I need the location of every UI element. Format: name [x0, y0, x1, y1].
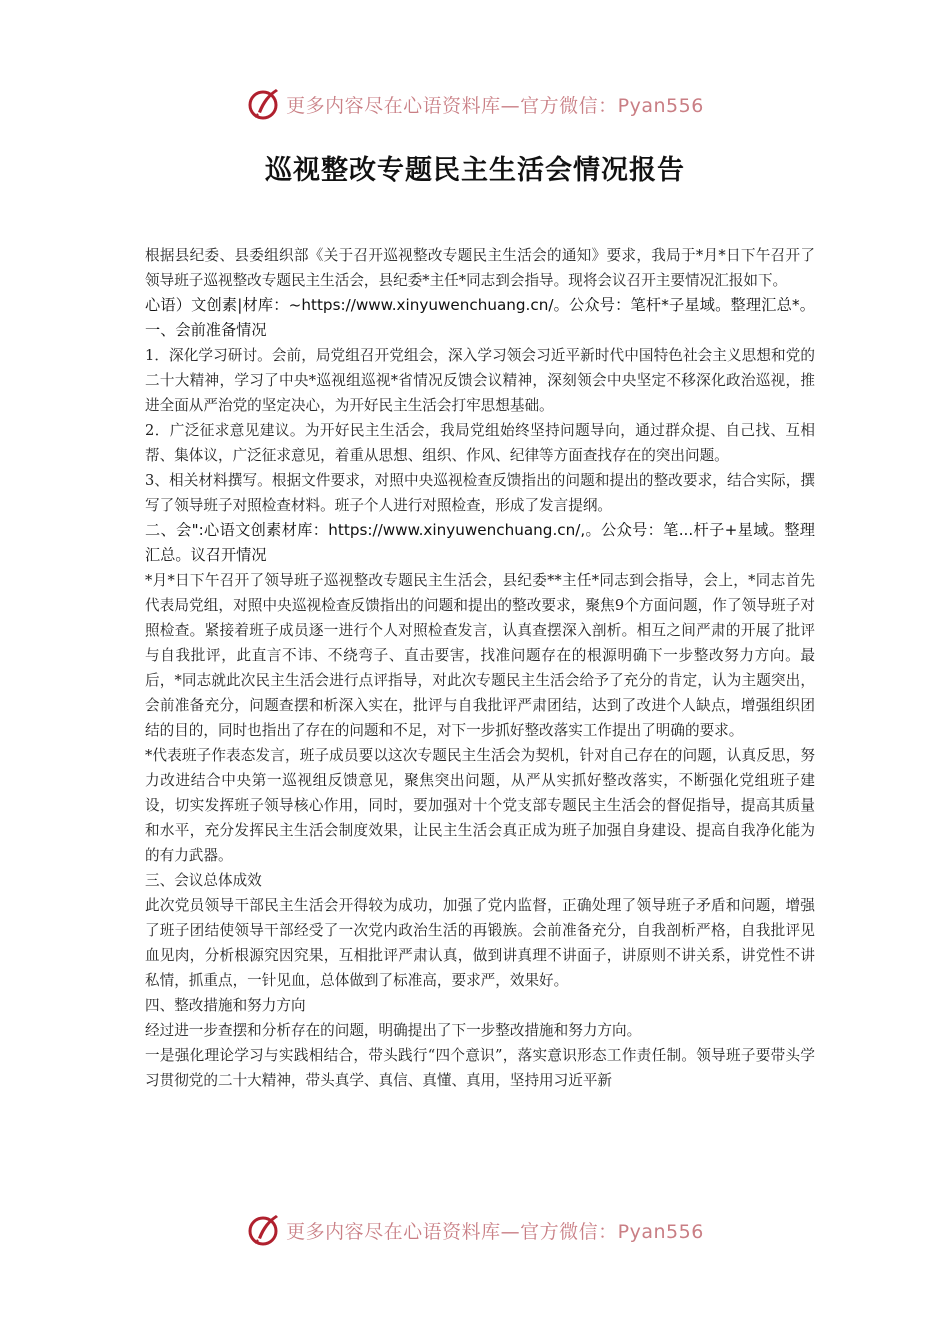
paragraph-statement: *代表班子作表态发言，班子成员要以这次专题民主生活会为契机，针对自己存在的问题，认真反思，努力改进结合中央第一巡视组反馈意见，聚焦突出问题，从严从实抓好整改落实，不断强化党组班子建设，切实发挥班子领导核心作用，同时，要加强对十个党支部专题民主生活会的督促指导，提高其质量和水平，充分发挥民主生活会制度效果，让民主生活会真正成为班子加强自身建设、提高自我净化能为的有力武器。 — [145, 747, 815, 864]
paragraph-opinions: 2．广泛征求意见建议。为开好民主生活会，我局党组始终坚持问题导向，通过群众提、自己找、互相帮、集体议，广泛征求意见，着重从思想、组织、作风、纪律等方面查找存在的突出问题。 — [145, 422, 815, 464]
document-title: 巡视整改专题民主生活会情况报告 — [265, 155, 685, 186]
section-heading-results: 三、会议总体成效 — [145, 872, 262, 889]
banner-text: 更多内容尽在心语资料库—官方微信：Pyan556 — [286, 94, 704, 117]
paragraph-measure-1: 一是强化理论学习与实践相结合，带头践行“四个意识”，落实意识形态工作责任制。领导班子要带头学习贯彻党的二十大精神，带头真学、真信、真懂、真用，坚持用习近平新 — [145, 1047, 815, 1089]
document-body — [145, 243, 815, 1093]
paragraph-watermark-section-1: 心语）文创素|材库：~https://www.xinyuwenchuang.cn/。公众号：笔杆*子星域。整理汇总*。一、会前准备情况 — [145, 296, 815, 339]
header-watermark-banner — [0, 80, 950, 128]
paragraph-study: 1．深化学习研讨。会前，局党组召开党组会，深入学习领会习近平新时代中国特色社会主义思想和党的二十大精神，学习了中央*巡视组巡视*省情况反馈会议精神，深刻领会中央坚定不移深化政治巡视，推进全面从严治党的坚定决心，为开好民主生活会打牢思想基础。 — [145, 347, 815, 414]
footer-watermark-banner — [0, 1206, 950, 1254]
banner-text: 更多内容尽在心语资料库—官方微信：Pyan556 — [286, 1220, 704, 1243]
quill-logo-icon — [246, 1212, 282, 1248]
paragraph-meeting: *月*日下午召开了领导班子巡视整改专题民主生活会，县纪委**主任*同志到会指导，会上，*同志首先代表局党组，对照中央巡视检查反馈指出的问题和提出的整改要求，聚焦9个方面问题，作了领导班子对照检查。紧接着班子成员逐一进行个人对照检查发言，认真查摆深入剖析。相互之间严肃的开展了批评与自我批评，此直言不讳、不绕弯子、直击要害，找准问题存在的根源明确下一步整改努力方向。最后，*同志就此次民主生活会进行点评指导，对此次专题民主生活会给予了充分的肯定，认为主题突出，会前准备充分，问题查摆和析深入实在，批评与自我批评严肃团结，达到了改进个人缺点，增强组织团结的目的，同时也指出了存在的问题和不足，对下一步抓好整改落实工作提出了明确的要求。 — [145, 572, 815, 739]
section-heading-measures: 四、整改措施和努力方向 — [145, 997, 306, 1014]
quill-logo-icon — [246, 86, 282, 122]
paragraph-intro: 根据县纪委、县委组织部《关于召开巡视整改专题民主生活会的通知》要求，我局于*月*日下午召开了领导班子巡视整改专题民主生活会，县纪委*主任*同志到会指导。现将会议召开主要情况汇报如下。 — [145, 247, 815, 289]
paragraph-materials: 3、相关材料撰写。根据文件要求，对照中央巡视检查反馈指出的问题和提出的整改要求，结合实际，撰写了领导班子对照检查材料。班子个人进行对照检查，形成了发言提纲。 — [145, 472, 815, 514]
paragraph-watermark-section-2: 二、会":心语文创素材库：https://www.xinyuwenchuang.cn/,。公众号：笔...杆子+星域。整理汇总。议召开情况 — [145, 521, 815, 564]
paragraph-results: 此次党员领导干部民主生活会开得较为成功，加强了党内监督，正确处理了领导班子矛盾和问题，增强了班子团结使领导干部经受了一次党内政治生活的再锻族。会前准备充分，自我剖析严格，自我批评见血见肉，分析根源究因究果，互相批评严肃认真，做到讲真理不讲面子，讲原则不讲关系，讲党性不讲私情，抓重点，一针见血，总体做到了标准高，要求严，效果好。 — [145, 897, 815, 989]
paragraph-measures-intro: 经过进一步查摆和分析存在的问题，明确提出了下一步整改措施和努力方向。 — [145, 1022, 642, 1039]
